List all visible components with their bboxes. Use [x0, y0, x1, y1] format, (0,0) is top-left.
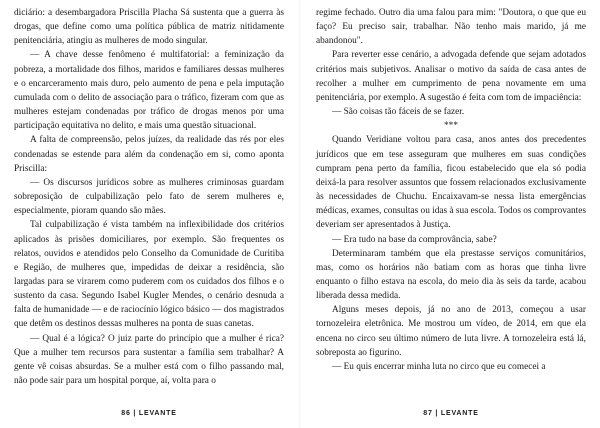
paragraph: Para reverter esse cenário, a advogada defende que sejam adotados critérios mais subjetivos. Analisar o motivo da saída de casa antes de recolher a mulher em cumprimento de pena novamente em uma penitenciária, por exemplo. A sugestão é feita com tom de impaciência: — [316, 50, 586, 103]
paragraph: Determinaram também que ela prestasse serviços comunitários, mas, como os horários não batiam com as horas que tinha livre enquanto o filho estava na escola, do meio dia às seis da tarde, acabou liberada dessa medida. — [316, 248, 586, 302]
paragraph: Quando Veridiane voltou para casa, anos antes dos precedentes jurídicos que em tese asseguram que mulheres em suas condições cumpram pena perto da família, ficou estabelecido que ela só podia deixá-la para resolver assuntos que fossem relacionados exclusivamente às necessidades de Chuchu. Encaixavam-se nessa lista emergências médicas, exames, consultas ou idas à sua escola. Todos os comprovantes deveriam ser apresentados à Justiça. — [316, 135, 587, 231]
paragraph: Alguns meses depois, já no ano de 2013, começou a usar tornozeleira eletrônica. Me mostrou um vídeo, de 2014, em que ela encena no circo seu último número de luta livre. A tornozeleira está lá, sobreposta ao figurino. — [316, 305, 586, 358]
paragraph: diciário: a desembargadora Priscilla Placha Sá sustenta que a guerra às drogas, que define como uma política pública de matriz nitidamente penitenciária, atingiu as mulheres de modo singular. — [14, 8, 284, 47]
dialogue-paragraph: — São coisas tão fáceis de se fazer. — [332, 107, 465, 118]
paragraph: Tal culpabilização é vista também na inflexibilidade dos critérios aplicados às prisões domiciliares, por exemplo. São frequentes os relatos, ouvidos e atendidos pelo Conselho da Comunidade de Curitiba e Região, de mulheres que, impedidas de deixar a residência, são largadas para se virarem como puderem com os cuidados dos filhos e o sustento da casa. Segundo Isabel Kugler Mendes, o cenário desnuda a falta de humanidade — e de raciocínio lógico básico — dos magistrados que detêm os destinos dessas mulheres na ponta de suas canetas. — [14, 220, 284, 330]
dialogue-paragraph: — Era tudo na base da comprovância, sabe? — [332, 234, 497, 245]
dialogue-paragraph: — Eu quis encerrar minha luta no circo que eu comecei a — [332, 361, 546, 372]
section-break: *** — [444, 121, 458, 132]
paragraph: A falta de compreensão, pelos juízes, da realidade das rés por eles condenadas se estende para além da condenação em si, como aponta Priscilla: — [14, 135, 284, 174]
dialogue-paragraph: — Os discursos jurídicos sobre as mulheres criminosas guardam sobreposição de culpabilização pelo fato de serem mulheres e, especialmente, pioram quando são mães. — [14, 177, 284, 217]
book-gutter — [299, 0, 301, 428]
paragraph: regime fechado. Outro dia uma falou para mim: "Doutora, o que que eu faço? Eu preciso sair, trabalhar. Não tenho mais marido, já me abandonou". — [316, 8, 586, 47]
page-number-footer: 87 | LEVANTE — [423, 410, 479, 417]
page-number-footer: 86 | LEVANTE — [121, 410, 177, 417]
right-page — [316, 6, 586, 406]
left-page — [14, 6, 284, 406]
dialogue-paragraph: — A chave desse fenômeno é multifatorial: a feminização da pobreza, a mortalidade dos filhos, maridos e familiares dessas mulheres e o encarceramento mais duro, pelo aumento de pena e pela imputação cumulada com o delito de associação para o tráfico, fizeram com que as mulheres estejam condenadas por tráfico de drogas menos por uma participação equitativa no delito, e mais uma questão situacional. — [14, 50, 284, 132]
dialogue-paragraph: — Qual é a lógica? O juiz parte do princípio que a mulher é rica? Que a mulher tem recursos para sustentar a família sem trabalhar? A gente vê coisas absurdas. Se a mulher está com o filho passando mal, não pode sair para um hospital porque, aí, volta para o — [14, 333, 284, 387]
